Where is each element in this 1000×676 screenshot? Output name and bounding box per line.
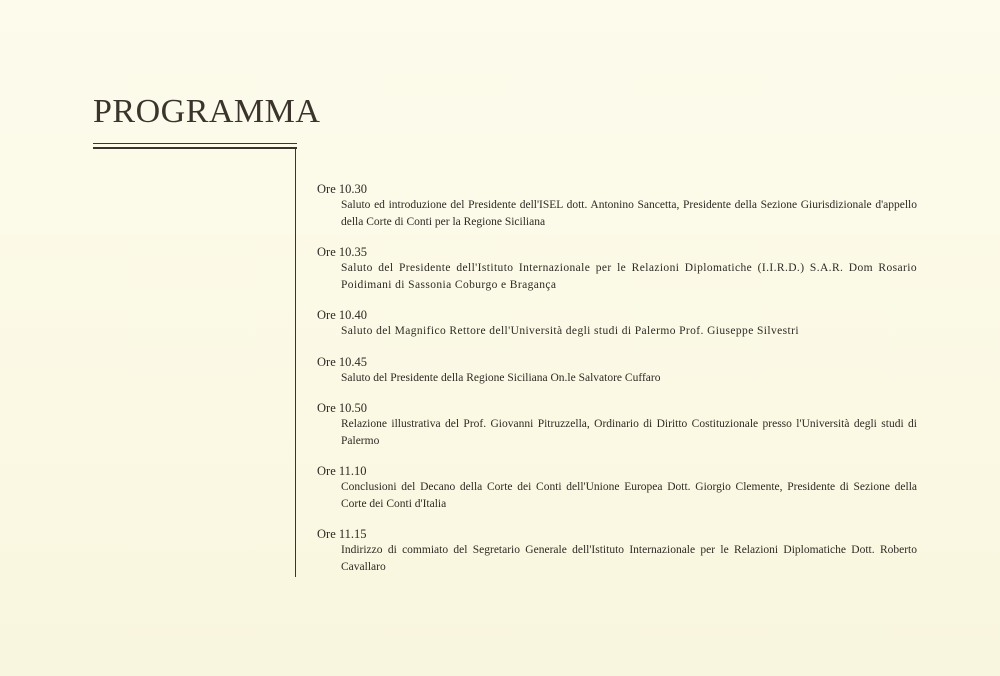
agenda-time: Ore 10.35 <box>317 245 367 259</box>
agenda-description: Saluto del Presidente dell'Istituto Internazionale per le Relazioni Diplomatiche (I.I.R.D.) S.A.R. Dom Rosario Poidimani di Sassonia Coburgo e Bragança <box>341 262 917 291</box>
agenda-time: Ore 10.50 <box>317 401 367 415</box>
agenda-time: Ore 10.30 <box>317 182 367 196</box>
agenda-item-1035 <box>317 244 917 293</box>
agenda-item-1110 <box>317 463 917 512</box>
agenda-item-1045 <box>317 354 917 387</box>
agenda-description: Indirizzo di commiato del Segretario Generale dell'Istituto Internazionale per le Relazioni Diplomatiche Dott. Roberto Cavallaro <box>341 544 917 573</box>
agenda-list <box>317 181 917 589</box>
agenda-item-1050 <box>317 400 917 449</box>
title-underline-thin <box>93 143 297 144</box>
agenda-description: Saluto ed introduzione del Presidente dell'ISEL dott. Antonino Sancetta, Presidente della Sezione Giurisdizionale d'appello della Corte di Conti per la Regione Siciliana <box>341 199 917 228</box>
agenda-description: Saluto del Presidente della Regione Siciliana On.le Salvatore Cuffaro <box>341 371 661 384</box>
agenda-description: Saluto del Magnifico Rettore dell'Università degli studi di Palermo Prof. Giuseppe Silvestri <box>341 325 799 337</box>
page-title: PROGRAMMA <box>93 93 321 130</box>
agenda-description: Relazione illustrativa del Prof. Giovanni Pitruzzella, Ordinario di Diritto Costituzionale presso l'Università degli studi di Palermo <box>341 418 917 447</box>
vertical-divider <box>295 149 296 577</box>
agenda-description: Conclusioni del Decano della Corte dei Conti dell'Unione Europea Dott. Giorgio Clemente, Presidente di Sezione della Corte dei Conti d'Italia <box>341 481 917 510</box>
agenda-time: Ore 10.45 <box>317 354 367 369</box>
agenda-time: Ore 11.15 <box>317 527 367 541</box>
title-underline-thick <box>93 147 297 149</box>
agenda-item-1040 <box>317 307 917 340</box>
agenda-item-1115 <box>317 526 917 575</box>
agenda-time: Ore 11.10 <box>317 464 367 478</box>
agenda-time: Ore 10.40 <box>317 308 367 322</box>
agenda-item-1030 <box>317 181 917 230</box>
